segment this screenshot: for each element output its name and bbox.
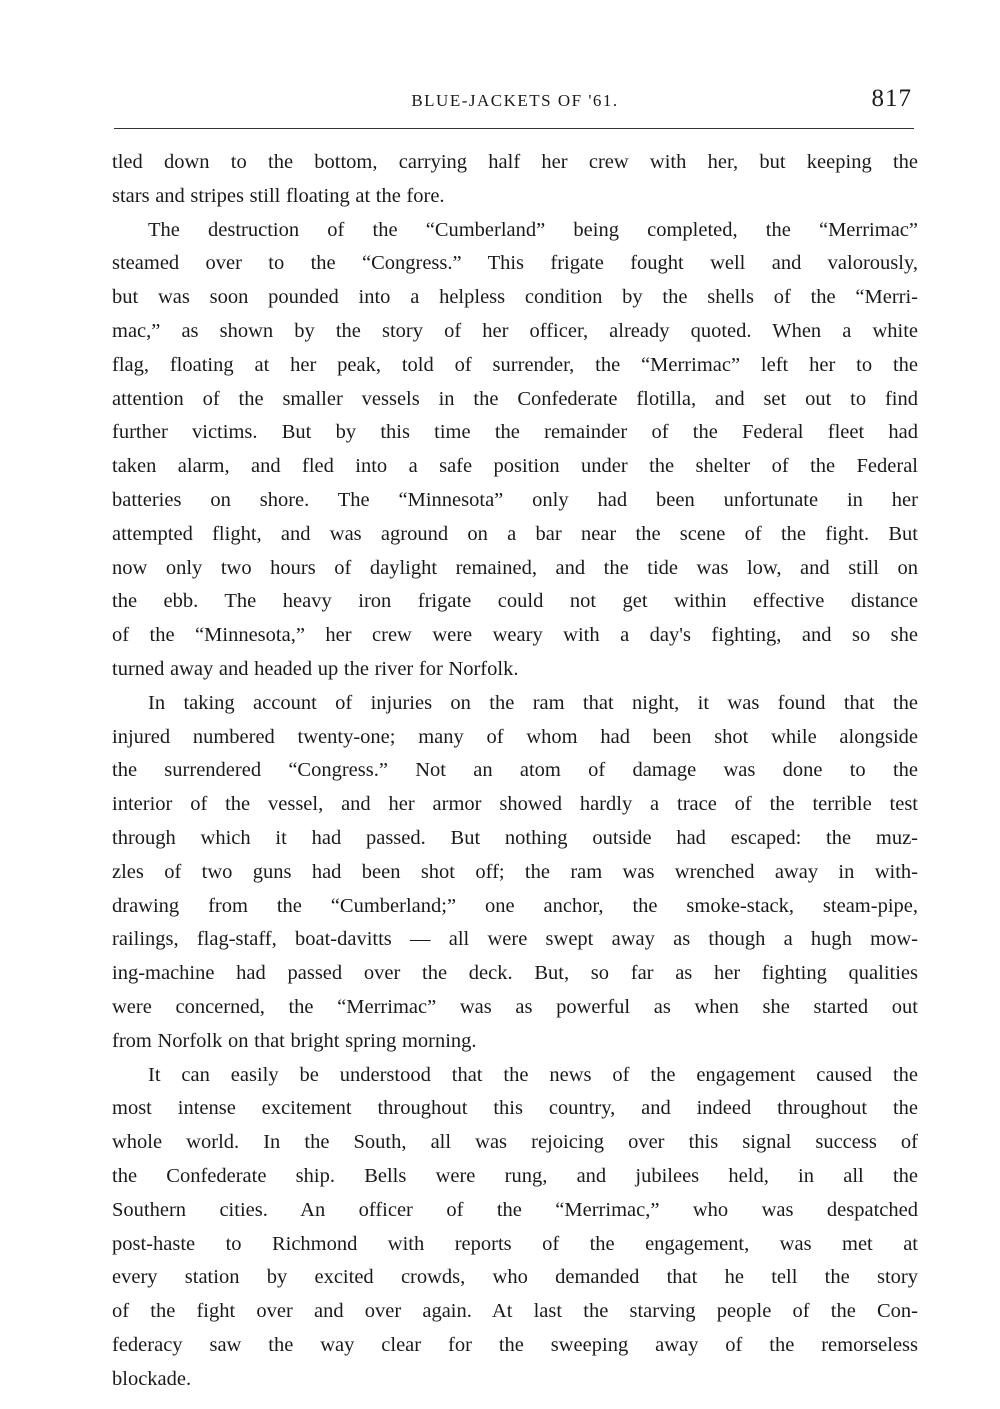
text-line: every station by excited crowds, who demanded that he tell the story (112, 1266, 918, 1289)
text-line: of the “Minnesota,” her crew were weary with a day's fighting, and so she (112, 624, 918, 647)
text-line: post-haste to Richmond with reports of the engagement, was met at (112, 1232, 918, 1255)
header-rule (114, 128, 914, 129)
text-line: the Confederate ship. Bells were rung, and jubilees held, in all the (112, 1164, 918, 1187)
text-line: of the fight over and over again. At last the starving people of the Con- (112, 1300, 918, 1323)
text-line: blockade. (112, 1367, 192, 1390)
text-line: Southern cities. An officer of the “Merrimac,” who was despatched (112, 1198, 918, 1221)
text-line: steamed over to the “Congress.” This frigate fought well and valorously, (112, 252, 918, 275)
page-number: 817 (871, 85, 912, 112)
text-line: drawing from the “Cumberland;” one anchor, the smoke-stack, steam-pipe, (112, 894, 918, 917)
text-line: from Norfolk on that bright spring morning. (112, 1029, 477, 1052)
body-text (112, 146, 918, 1396)
paragraph (112, 687, 918, 1059)
text-line: attention of the smaller vessels in the Confederate flotilla, and set out to find (112, 387, 918, 410)
running-title: BLUE-JACKETS OF '61. (411, 91, 619, 110)
text-line: the ebb. The heavy iron frigate could not get within effective distance (112, 590, 918, 613)
text-line: railings, flag-staff, boat-davitts — all were swept away as though a hugh mow- (112, 928, 918, 951)
paragraph (112, 146, 918, 214)
text-line: were concerned, the “Merrimac” was as powerful as when she started out (112, 995, 918, 1018)
text-line: now only two hours of daylight remained, and the tide was low, and still on (112, 556, 918, 579)
text-line: The destruction of the “Cumberland” being completed, the “Merrimac” (148, 218, 918, 241)
text-line: In taking account of injuries on the ram that night, it was found that the (148, 691, 918, 714)
text-line: interior of the vessel, and her armor showed hardly a trace of the terrible test (112, 793, 918, 816)
text-line: whole world. In the South, all was rejoicing over this signal success of (112, 1131, 918, 1154)
text-line: through which it had passed. But nothing outside had escaped: the muz- (112, 826, 918, 849)
text-line: most intense excitement throughout this country, and indeed throughout the (112, 1097, 918, 1120)
text-line: the surrendered “Congress.” Not an atom of damage was done to the (112, 759, 918, 782)
text-line: stars and stripes still floating at the fore. (112, 184, 445, 207)
text-line: It can easily be understood that the news of the engagement caused the (148, 1063, 918, 1086)
text-line: federacy saw the way clear for the sweeping away of the remorseless (112, 1333, 918, 1356)
text-line: mac,” as shown by the story of her officer, already quoted. When a white (112, 319, 918, 342)
text-line: taken alarm, and fled into a safe position under the shelter of the Federal (112, 455, 918, 478)
text-line: tled down to the bottom, carrying half her crew with her, but keeping the (112, 151, 918, 173)
running-head (112, 86, 918, 116)
text-line: flag, floating at her peak, told of surrender, the “Merrimac” left her to the (112, 353, 918, 376)
text-line: turned away and headed up the river for Norfolk. (112, 657, 519, 680)
paragraph (112, 214, 918, 687)
text-line: ing-machine had passed over the deck. But, so far as her fighting qualities (112, 962, 918, 985)
text-line: injured numbered twenty-one; many of whom had been shot while alongside (112, 725, 918, 748)
text-line: attempted flight, and was aground on a bar near the scene of the fight. But (112, 522, 918, 545)
text-line: batteries on shore. The “Minnesota” only had been unfortunate in her (112, 488, 918, 511)
text-line: zles of two guns had been shot off; the ram was wrenched away in with- (112, 860, 918, 883)
text-line: but was soon pounded into a helpless condition by the shells of the “Merri- (112, 286, 918, 309)
paragraph (112, 1059, 918, 1397)
text-line: further victims. But by this time the remainder of the Federal fleet had (112, 421, 918, 444)
